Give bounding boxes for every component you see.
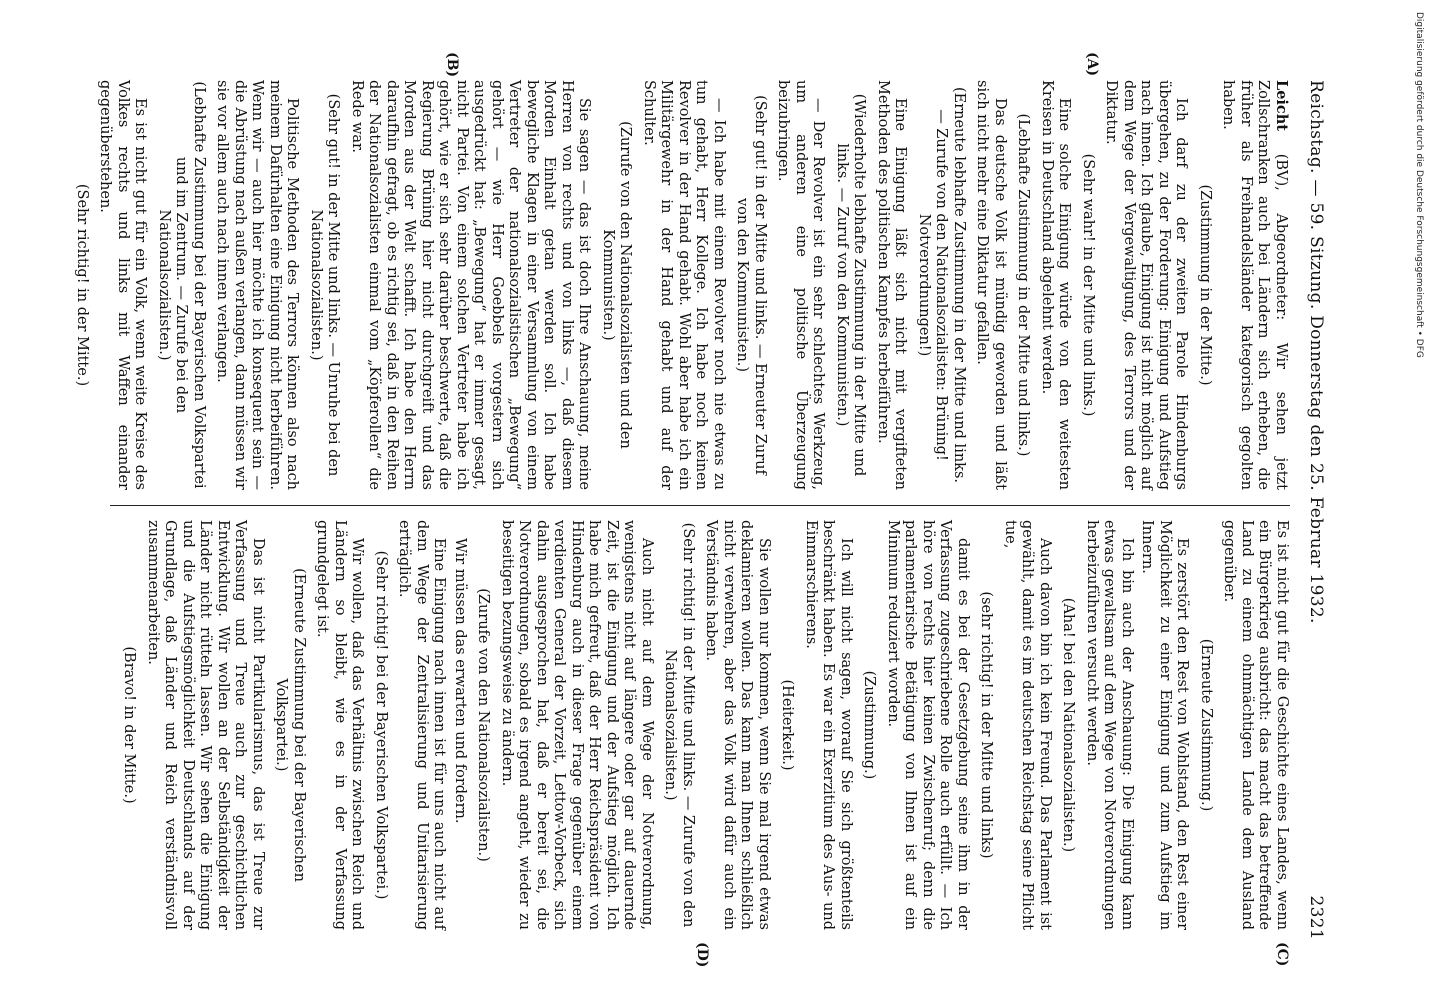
speech-paragraph: Ich will nicht sagen, worauf Sie sich größtenteils beschränkt haben. Es war ein Exerzitium des Aus- und Einmarschierens.: [803, 520, 854, 930]
speech-paragraph: Wir müssen das erwarten und fordern.: [452, 538, 468, 824]
speech-paragraph: Eine Einigung läßt sich nicht mit vergifteten Methoden des politischen Kampfes herbeiführen.: [875, 80, 909, 490]
speech-paragraph: — Ich habe mit einem Revolver noch nie etwas zu tun gehabt, Herr Kollege. Ich habe noch keinen Revolver in der Hand gehabt. Wohl aber habe ich ein Militärgewehr in der Hand gehabt und auf der Schulter.: [641, 80, 727, 490]
reaction-note: (Erneute Zustimmung.): [1198, 638, 1214, 812]
speech-paragraph: Es ist nicht gut für ein Volk, wenn weite Kreise des Volkes rechts und links mit Waffen einander gegenüberstehen.: [97, 80, 149, 490]
rotated-page: [74, 52, 1330, 968]
speech-paragraph: damit es bei der Gesetzgebung seine ihm in der Verfassung zugeschriebene Rolle auch erfüllt. — Ich höre von rechts hier keinen Zwischenruf; denn die parlamentarische Betätigung von Ihnen ist auf ein Minimum reduziert worden.: [885, 520, 971, 930]
reaction-note: (Aha! bei den Nationalsozialisten.): [1060, 597, 1077, 853]
speech-paragraph: Wir wollen, daß das Verhältnis zwischen Reich und Ländern so bleibt, wie es in der Verfassung grundgelegt ist.: [314, 520, 366, 930]
page-number: 2321: [1306, 895, 1326, 940]
speech-text: (BV), Abgeordneter: Wir sehen jetzt Zollschranken auch bei Ländern sich erheben, die früher als Freihandelsländer kategorisch gegolten haben.: [1220, 80, 1289, 491]
speech-paragraph: Das deutsche Volk ist mündig geworden und läßt sich nicht mehr eine Diktatur gefallen.: [974, 80, 1008, 490]
reaction-note: (Sehr wahr! in der Mitte und links.): [1080, 153, 1096, 417]
speech-paragraph: Sie wollen nur kommen, wenn Sie mal irgend etwas deklamieren wollen. Das kann man Ihnen schließlich nicht verwehren, aber das Volk wird dafür auch ein Verständnis haben.: [703, 520, 772, 930]
section-marker-a: (A): [1084, 52, 1100, 77]
speech-paragraph: [1219, 80, 1290, 490]
right-column: [114, 520, 1290, 930]
reaction-note: (sehr richtig! in der Mitte und links): [978, 591, 995, 859]
reaction-note: (Sehr gut! in der Mitte und links. — Erneuter Zuruf von den Kommunisten.): [734, 95, 768, 475]
section-marker-d: (D): [694, 942, 710, 968]
reaction-note: (Bravo! in der Mitte.): [121, 646, 138, 804]
reaction-note: (Lebhafte Zustimmung bei der Bayerischen Volkspartei und im Zentrum. — Zurufe bei den Nationalsozialisten.): [156, 81, 207, 489]
reaction-note: (Sehr richtig! in der Mitte.): [74, 183, 90, 387]
reaction-note: (Zurufe von den Nationalsozialisten und den Kommunisten.): [600, 121, 634, 449]
speech-paragraph: Eine solche Einigung würde von den weitesten Kreisen in Deutschland abgelehnt werden.: [1039, 80, 1073, 490]
speech-paragraph: — Der Revolver ist ein sehr schlechtes Werkzeug, um anderen eine politische Überzeugung beizubringen.: [775, 80, 827, 490]
section-marker-b: (B): [444, 52, 460, 78]
speech-paragraph: Es zerstört den Rest von Wohlstand, den Rest einer Möglichkeit zu einer Einigung und zum Aufstieg im Innern.: [1139, 520, 1191, 930]
section-marker-c: (C): [1274, 942, 1290, 967]
reaction-note: (Heiterkeit.): [779, 679, 796, 771]
speech-paragraph: Sie sagen — das ist doch Ihre Anschauung, meine Herren von rechts und von links —, daß diesem Morden Einhalt getan werden soll. Ich habe bewegliche Klagen in einer Versammlung von einem Vertreter der nationalsozialistischen „Bewegung“ gehört — wie Herr Goebbels vorgestern sich ausgedrückt hat: „Bewegung“ hat er immer gesagt, nicht Partei. Von einem solchen Vertreter habe ich gehört, wie er sich sehr darüber beschwerte, daß die Regierung Brüning hier nicht durchgreift und das Morden aus der Welt schafft. Ich habe den Herrn daraufhin gefragt, ob es richtig sei, daß in den Reihen der Nationalsozialisten einmal vom „Köpferollen“ die Rede war.: [349, 80, 593, 490]
reaction-note: (Zurufe von den Nationalsozialisten.): [475, 588, 492, 862]
reaction-note: (Sehr richtig! in der Mitte und links. — Zurufe von den Nationalsozialisten.): [662, 522, 696, 928]
speech-paragraph: Es ist nicht gut für die Geschichte eines Landes, wenn ein Bürgerkrieg ausbricht: das macht das betreffende Land zu einem ohnmächtigen Lande dem Ausland gegenüber.: [1221, 520, 1290, 930]
speech-paragraph: Das ist nicht Partikularismus, das ist Treue zur Verfassung und Treue auch zur geschichtlichen Entwicklung. Wir wollen an der Selbständigkeit der Länder nicht rütteln lassen. Wir sehen die Einigung und die Aufstiegsmöglichkeit Deutschlands auf der Grundlage, daß Länder und Reich verständnisvoll zusammenarbeiten.: [145, 520, 266, 930]
reaction-note: (Erneute Zustimmung bei der Bayerischen Volkspartei.): [273, 568, 307, 882]
reaction-note: (Erneute lebhafte Zustimmung in der Mitte und links. — Zurufe von den Nationalsozialisten: Brüning! Notverordnungen!): [916, 86, 967, 484]
reaction-note: (Zustimmung.): [861, 670, 878, 780]
reaction-note: (Wiederholte lebhafte Zustimmung in der Mitte und links. — Zuruf von den Kommunisten.): [834, 93, 868, 477]
digitization-credit: Digitalisierung gefördert durch die Deutsche Forschungsgemeinschaft • DFG: [1414, 12, 1424, 358]
speech-paragraph: Auch davon bin ich kein Freund. Das Parlament ist gewählt, damit es im deutschen Reichstag seine Pflicht tue,: [1002, 520, 1053, 930]
page-header: [1300, 80, 1330, 940]
speech-paragraph: Ich bin auch der Anschauung: Die Einigung kann etwas gewaltsam auf dem Wege von Notverordnungen herbeizuführen versucht werden.: [1084, 520, 1135, 930]
column-divider: [110, 505, 1290, 506]
reaction-note: (Zustimmung in der Mitte.): [1197, 184, 1213, 386]
speech-paragraph: Eine Einigung nach innen ist für uns auch nicht auf dem Wege der Zentralisierung und Unitarisierung erträglich.: [396, 520, 448, 930]
speech-paragraph: Auch nicht auf dem Wege der Notverordnung, wenigstens nicht auf längere oder gar auf dauernde Zeit, ist die Einigung und der Aufstieg möglich. Ich habe mich gefreut, daß der Herr Reichspräsident von Hindenburg auch in dieser Frage gegenüber einem verdienten General der Vorzeit, Lettow-Vorbeck, sich dahin ausgesprochen hat, daß er bereit sei, die Notverordnungen, sobald es irgend angeht, wieder zu beseitigen bezungsweise zu ändern.: [499, 520, 655, 930]
reaction-note: (Sehr gut! in der Mitte und links. — Unruhe bei den Nationalsozialisten.): [308, 93, 342, 477]
reaction-note: (Lebhafte Zustimmung in der Mitte und links.): [1015, 113, 1032, 457]
left-column: [67, 80, 1291, 490]
reaction-note: (Sehr richtig! bei der Bayerischen Volkspartei.): [373, 550, 389, 900]
speech-paragraph: Ich darf zu der zweiten Parole Hindenburgs übergehen, zu der Forderung: Einigung und Aufstieg nach innen. Ich glaube, Einigung ist nicht möglich auf dem Wege der Vergewaltigung, des Terrors und der Diktatur.: [1103, 80, 1190, 490]
header-title: Reichstag. — 59. Sitzung. Donnerstag den 25. Februar 1932.: [1306, 80, 1326, 624]
speaker-name: Leicht: [1273, 80, 1290, 131]
speech-paragraph: Politische Methoden des Terrors können also nach meinem Dafürhalten eine Einigung nicht herbeiführen. Wenn wir — auch hier möchte ich konsequent sein — die Abrüstung nach außen verlangen, dann müssen wir sie vor allem auch nach innen verlangen.: [214, 80, 301, 490]
